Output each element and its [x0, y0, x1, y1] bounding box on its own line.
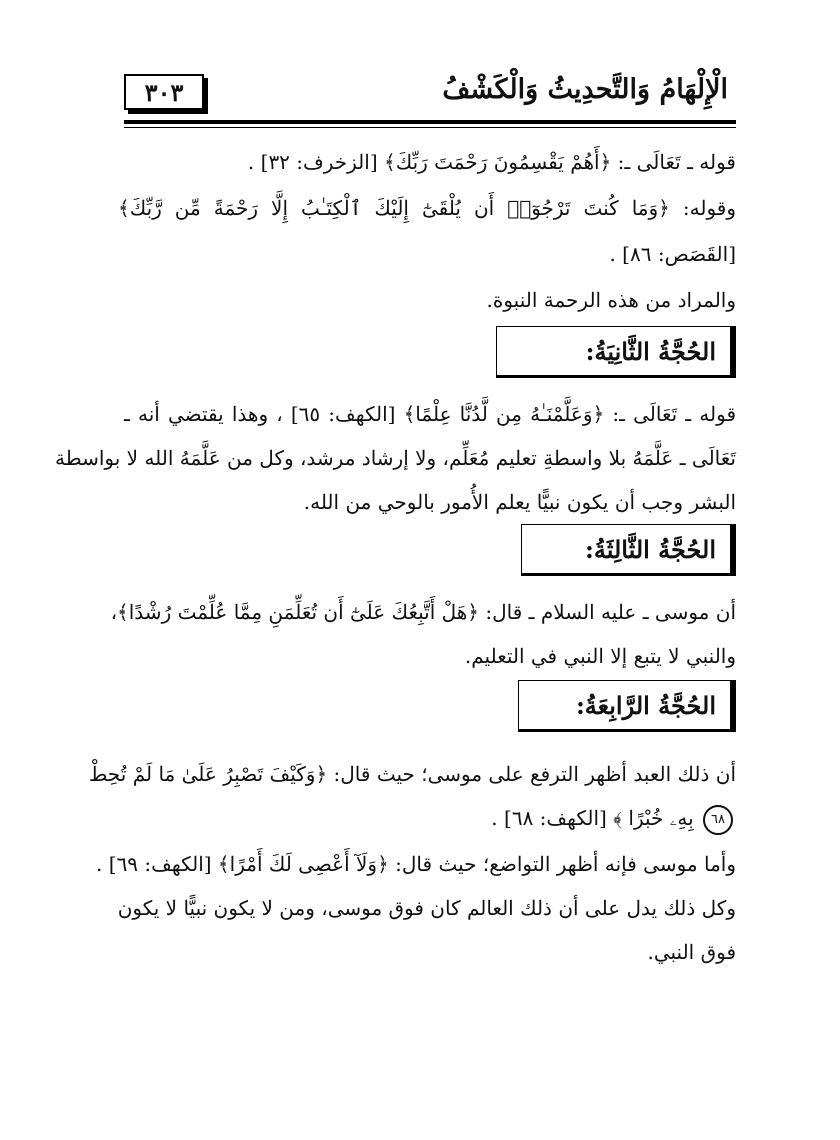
- ayah-number-mark: ٦٨: [703, 805, 733, 835]
- paragraph-line: وقوله: ﴿وَمَا كُنتَ تَرْجُوٓا۟ أَن يُلْقَىٰٓ إِلَيْكَ ٱلْكِتَـٰبُ إِلَّا رَحْمَةً مِّن رَّبِّكَ﴾: [118, 196, 736, 220]
- paragraph-line: [124, 796, 736, 840]
- paragraph-5-cont: [124, 634, 736, 678]
- paragraph-2: [118, 186, 736, 230]
- paragraph-6: [88, 752, 736, 796]
- header-rule-thin: [124, 127, 736, 128]
- paragraph-3: [124, 278, 736, 322]
- paragraph-5: [110, 590, 736, 634]
- paragraph-line: والنبي لا يتبع إلا النبي في التعليم.: [464, 644, 736, 668]
- section-heading-label: الحُجَّةُ الرَّابِعَةُ:: [575, 690, 716, 720]
- paragraph-line: والمراد من هذه الرحمة النبوة.: [486, 288, 736, 312]
- page-number-box: [124, 74, 204, 110]
- section-heading-label: الحُجَّةُ الثَّالِثَةُ:: [584, 534, 716, 564]
- running-header-title: الْإِلْهَامُ وَالتَّحدِيثُ وَالْكَشْفُ: [442, 74, 728, 105]
- paragraph-line: تَعَالَى ـ عَلَّمَهُ بلا واسطةِ تعليم مُعَلِّم، ولا إرشاد مرشد، وكل من عَلَّمَهُ الله لا بواسطة: [54, 446, 736, 470]
- paragraph-line: البشر وجب أن يكون نبيًّا يعلم الأُمور بالوحي من الله.: [303, 490, 736, 514]
- paragraph-4: [54, 392, 737, 480]
- paragraph-line: قوله ـ تَعَالَى ـ: ﴿أَهُمْ يَقْسِمُونَ رَحْمَتَ رَبِّكَ﴾ [الزخرف: ٣٢] .: [247, 150, 736, 174]
- section-heading-second-argument: [496, 326, 736, 378]
- paragraph-8: [117, 886, 736, 930]
- paragraph-line: فوق النبي.: [647, 940, 736, 964]
- paragraph-line: أن ذلك العبد أظهر الترفع على موسى؛ حيث قال: ﴿وَكَيْفَ تَصْبِرُ عَلَىٰ مَا لَمْ تُحِطْ: [88, 762, 736, 786]
- section-heading-fourth-argument: [518, 680, 736, 732]
- paragraph-7: [96, 842, 736, 886]
- section-heading-third-argument: [521, 524, 736, 576]
- paragraph-2-cont: [124, 232, 736, 276]
- paragraph-line: وأما موسى فإنه أظهر التواضع؛ حيث قال: ﴿وَلَآ أَعْصِى لَكَ أَمْرًا﴾ [الكهف: ٦٩] .: [96, 852, 736, 876]
- paragraph-line-text: بِهِۦ خُبْرًا ﴾ [الكهف: ٦٨] .: [491, 806, 694, 830]
- paragraph-line: قوله ـ تَعَالَى ـ: ﴿وَعَلَّمْنَـٰهُ مِن لَّدُنَّا عِلْمًا﴾ [الكهف: ٦٥] ، وهذا يقتضي أنه ـ: [124, 402, 737, 426]
- paragraph-line: وكل ذلك يدل على أن ذلك العالم كان فوق موسى، ومن لا يكون نبيًّا لا يكون: [117, 896, 736, 920]
- page-number: ٣٠٣: [144, 77, 184, 107]
- section-heading-label: الحُجَّةُ الثَّانِيَةُ:: [585, 336, 716, 366]
- paragraph-8-cont: [124, 930, 736, 974]
- paragraph-4-cont: [124, 480, 736, 524]
- paragraph-line: أن موسى ـ عليه السلام ـ قال: ﴿هَلْ أَتَّبِعُكَ عَلَىٰٓ أَن تُعَلِّمَنِ مِمَّا عُلِّمْتَ رُشْدًا﴾،: [110, 600, 736, 624]
- paragraph-1: [124, 140, 736, 184]
- paragraph-6-cont: [124, 796, 736, 840]
- header-rule-thick: [124, 120, 736, 124]
- paragraph-line: [القَصَص: ٨٦] .: [609, 242, 736, 266]
